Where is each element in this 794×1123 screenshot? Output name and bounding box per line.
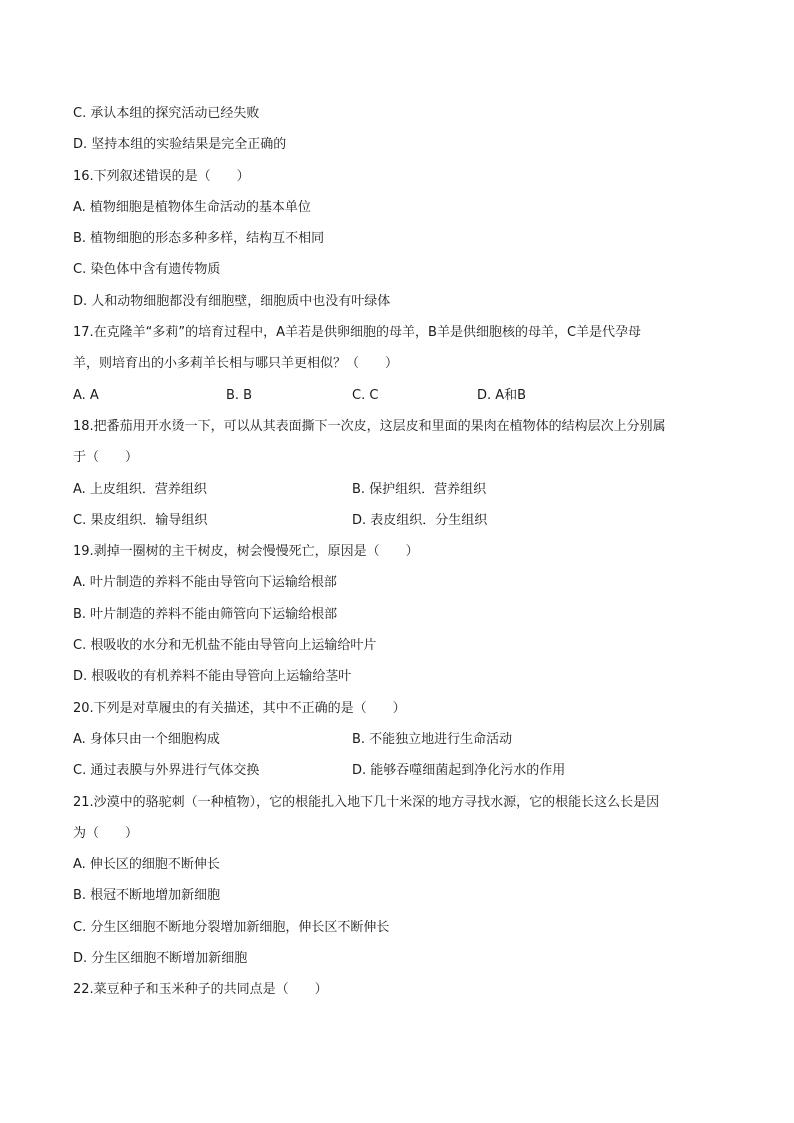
question-18-line-2: 于（ ）	[73, 450, 139, 466]
option-q16-c: C. 染色体中含有遗传物质	[73, 262, 221, 278]
option-q19-c: C. 根吸收的水分和无机盐不能由导管向上运输给叶片	[73, 638, 377, 654]
options-q17	[73, 380, 723, 411]
options-q20-row-1	[73, 724, 723, 755]
option-q16-d: D. 人和动物细胞都没有细胞壁，细胞质中也没有叶绿体	[73, 293, 391, 309]
option-q17-b: B. B	[226, 387, 253, 403]
option-q20-d: D. 能够吞噬细菌起到净化污水的作用	[352, 763, 566, 779]
option-q18-c: C. 果皮组织．输导组织	[73, 512, 208, 528]
option-q20-a: A. 身体只由一个细胞构成	[73, 731, 220, 747]
option-q21-d: D. 分生区细胞不断增加新细胞	[73, 951, 248, 967]
question-18-line-1: 18.把番茄用开水烫一下，可以从其表面撕下一次皮，这层皮和里面的果肉在植物体的结构层次上分别属	[73, 418, 666, 434]
option-q21-a: A. 伸长区的细胞不断伸长	[73, 857, 220, 873]
question-20: 20.下列是对草履虫的有关描述，其中不正确的是（ ）	[73, 700, 406, 716]
question-19: 19.剥掉一圈树的主干树皮，树会慢慢死亡，原因是（ ）	[73, 544, 419, 560]
option-q17-a: A. A	[73, 387, 99, 403]
option-q16-b: B. 植物细胞的形态多种多样，结构互不相同	[73, 231, 325, 247]
option-q18-a: A. 上皮组织．营养组织	[73, 481, 207, 497]
option-q17-d: D. A和B	[477, 387, 527, 403]
option-q18-b: B. 保护组织．营养组织	[352, 481, 487, 497]
option-q16-a: A. 植物细胞是植物体生命活动的基本单位	[73, 199, 311, 215]
question-21-line-1: 21.沙漠中的骆驼刺（一种植物），它的根能扎入地下几十米深的地方寻找水源，它的根能长这么长是因	[73, 794, 660, 810]
option-q19-d: D. 根吸收的有机养料不能由导管向上运输给茎叶	[73, 669, 352, 685]
option-q19-a: A. 叶片制造的养料不能由导管向下运输给根部	[73, 575, 337, 591]
question-16: 16.下列叙述错误的是（ ）	[73, 168, 250, 184]
question-17-line-1: 17.在克隆羊“多莉”的培育过程中，A羊若是供卵细胞的母羊，B羊是供细胞核的母羊，C羊是代孕母	[73, 325, 642, 341]
options-q18-row-2	[73, 505, 723, 536]
option-q20-c: C. 通过表膜与外界进行气体交换	[73, 763, 260, 779]
option-q19-b: B. 叶片制造的养料不能由筛管向下运输给根部	[73, 606, 338, 622]
option-q18-d: D. 表皮组织．分生组织	[352, 512, 488, 528]
question-17-line-2: 羊，则培育出的小多莉羊长相与哪只羊更相似？（ ）	[73, 356, 399, 372]
option-q15-d: D. 坚持本组的实验结果是完全正确的	[73, 137, 287, 153]
options-q18-row-1	[73, 474, 723, 505]
option-q17-c: C. C	[352, 387, 379, 403]
options-q20-row-2	[73, 755, 723, 786]
option-q21-b: B. 根冠不断地增加新细胞	[73, 888, 221, 904]
option-q20-b: B. 不能独立地进行生命活动	[352, 731, 513, 747]
question-22: 22.菜豆种子和玉米种子的共同点是（ ）	[73, 982, 328, 998]
option-q15-c: C. 承认本组的探究活动已经失败	[73, 106, 260, 121]
option-q21-c: C. 分生区细胞不断地分裂增加新细胞，伸长区不断伸长	[73, 919, 390, 935]
question-21-line-2: 为（ ）	[73, 825, 139, 841]
exam-page	[73, 98, 723, 1006]
